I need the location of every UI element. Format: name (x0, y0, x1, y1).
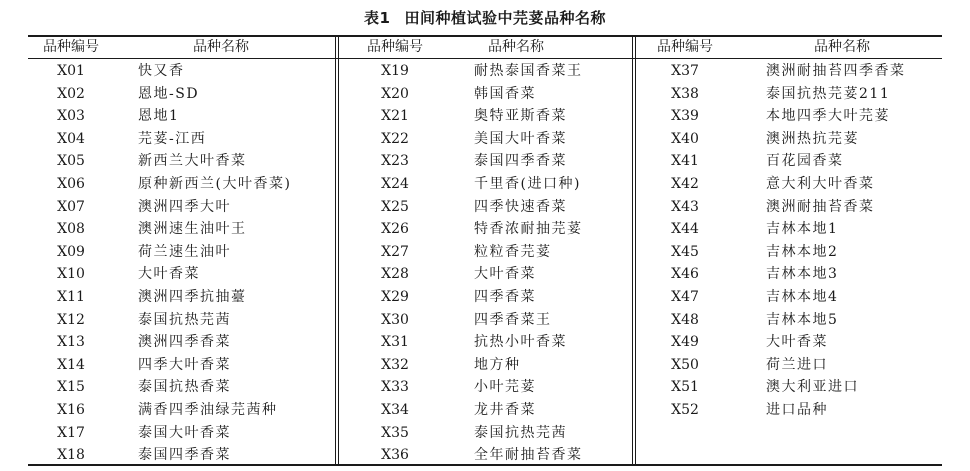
variety-code: X46 (671, 266, 699, 283)
variety-code: X15 (57, 379, 85, 396)
variety-name: 恩地-SD (138, 85, 200, 102)
variety-code: X20 (381, 85, 409, 102)
variety-name: 澳洲四季香菜 (138, 334, 231, 351)
header-code: 品种编号 (43, 39, 99, 55)
header-name: 品种名称 (488, 39, 544, 55)
header-name: 品种名称 (814, 39, 870, 55)
variety-name: 耐热泰国香菜王 (474, 63, 583, 79)
variety-name: 澳洲耐抽苔香菜 (766, 198, 875, 215)
variety-code: X41 (671, 153, 699, 170)
variety-name: 吉林本地4 (766, 288, 839, 305)
variety-code: X07 (57, 198, 85, 215)
variety-name: 韩国香菜 (474, 85, 536, 102)
variety-code: X04 (57, 130, 85, 147)
variety-name: 本地四季大叶芫荽 (766, 108, 890, 125)
variety-name: 美国大叶香菜 (474, 130, 567, 147)
table-row (637, 263, 942, 286)
variety-name: 特香浓耐抽芫荽 (474, 221, 583, 238)
variety-code: X13 (57, 334, 85, 351)
variety-name: 百花园香菜 (766, 153, 844, 170)
variety-code: X05 (57, 153, 85, 170)
table-row (340, 60, 631, 83)
variety-code: X29 (381, 288, 409, 305)
table-row (28, 196, 334, 219)
variety-code: X51 (671, 379, 699, 396)
variety-code: X14 (57, 356, 85, 373)
variety-name: 千里香(进口种) (474, 175, 581, 192)
variety-code: X43 (671, 198, 699, 215)
table-row (340, 376, 631, 399)
table-row (28, 309, 334, 332)
table-row (637, 150, 942, 173)
variety-name: 泰国四季香菜 (474, 153, 567, 170)
variety-code: X23 (381, 153, 409, 170)
table-row (28, 60, 334, 83)
table-row (28, 105, 334, 128)
variety-name: 澳洲速生油叶王 (138, 221, 247, 238)
variety-name: 泰国抗热香菜 (138, 379, 231, 396)
variety-name: 快又香 (138, 63, 185, 79)
variety-code: X02 (57, 85, 85, 102)
variety-name: 澳洲热抗芫荽 (766, 130, 859, 147)
variety-name: 抗热小叶香菜 (474, 334, 567, 351)
variety-name: 吉林本地3 (766, 266, 839, 283)
table-row (637, 60, 942, 83)
table-row (340, 444, 631, 467)
variety-name: 四季香菜 (474, 288, 536, 305)
table-row (28, 173, 334, 196)
table-row (28, 331, 334, 354)
table-row (637, 331, 942, 354)
table-row (340, 331, 631, 354)
variety-code: X30 (381, 311, 409, 328)
variety-name: 吉林本地1 (766, 221, 839, 238)
table-row (637, 83, 942, 106)
variety-name: 荷兰进口 (766, 356, 828, 373)
header-code: 品种编号 (657, 39, 713, 55)
variety-name: 荷兰速生油叶 (138, 243, 231, 260)
table-row (340, 263, 631, 286)
variety-name: 地方种 (474, 356, 521, 373)
variety-code: X24 (381, 175, 409, 192)
variety-name: 全年耐抽苔香菜 (474, 447, 583, 464)
variety-name: 恩地1 (138, 108, 180, 125)
variety-name: 澳洲耐抽苔四季香菜 (766, 63, 906, 79)
table-row (340, 241, 631, 264)
variety-name: 奥特亚斯香菜 (474, 108, 567, 125)
variety-name: 澳洲四季抗抽薹 (138, 288, 247, 305)
variety-name: 大叶香菜 (138, 266, 200, 283)
variety-name: 进口品种 (766, 401, 828, 418)
table-column-group-1 (28, 37, 334, 464)
table-header (637, 37, 942, 58)
variety-name: 芫荽-江西 (138, 130, 207, 147)
variety-code: X40 (671, 130, 699, 147)
variety-code: X08 (57, 221, 85, 238)
variety-name: 大叶香菜 (474, 266, 536, 283)
header-code: 品种编号 (367, 39, 423, 55)
table-row (340, 354, 631, 377)
variety-code: X52 (671, 401, 699, 418)
variety-name: 澳洲四季大叶 (138, 198, 231, 215)
variety-code: X16 (57, 401, 85, 418)
column-divider (632, 36, 636, 465)
variety-code: X38 (671, 85, 699, 102)
variety-name: 吉林本地2 (766, 243, 839, 260)
table-row (340, 196, 631, 219)
table-row (340, 105, 631, 128)
table-row (28, 218, 334, 241)
column-divider (335, 36, 339, 465)
variety-code: X31 (381, 334, 409, 351)
variety-code: X25 (381, 198, 409, 215)
table-row (340, 83, 631, 106)
variety-name: 四季快速香菜 (474, 198, 567, 215)
variety-code: X35 (381, 424, 409, 441)
variety-name: 意大利大叶香菜 (766, 175, 875, 192)
variety-name: 吉林本地5 (766, 311, 839, 328)
variety-code: X22 (381, 130, 409, 147)
variety-code: X19 (381, 63, 409, 79)
table-row (637, 196, 942, 219)
table-row (340, 309, 631, 332)
variety-code: X11 (57, 288, 85, 305)
table-row (340, 128, 631, 151)
variety-name: 原种新西兰(大叶香菜) (138, 175, 292, 192)
table-column-group-3 (637, 37, 942, 418)
variety-code: X42 (671, 175, 699, 192)
variety-code: X09 (57, 243, 85, 260)
table-rows (28, 60, 334, 467)
table-row (28, 376, 334, 399)
variety-name: 泰国抗热芫茜 (138, 311, 231, 328)
table-row (340, 150, 631, 173)
table-row (28, 422, 334, 445)
table-row (340, 422, 631, 445)
variety-name: 泰国抗热芫荽211 (766, 85, 891, 102)
variety-code: X01 (57, 63, 85, 79)
table-row (340, 286, 631, 309)
table-row (637, 218, 942, 241)
table-header (340, 37, 631, 58)
variety-code: X48 (671, 311, 699, 328)
table-row (340, 218, 631, 241)
variety-name: 四季大叶香菜 (138, 356, 231, 373)
table-row (637, 241, 942, 264)
variety-code: X37 (671, 63, 699, 79)
variety-code: X26 (381, 221, 409, 238)
table-row (28, 286, 334, 309)
table-row (637, 399, 942, 422)
table-column-group-2 (340, 37, 631, 464)
variety-code: X18 (57, 447, 85, 464)
variety-name: 龙井香菜 (474, 401, 536, 418)
variety-code: X28 (381, 266, 409, 283)
variety-code: X47 (671, 288, 699, 305)
variety-code: X06 (57, 175, 85, 192)
variety-name: 泰国四季香菜 (138, 447, 231, 464)
variety-code: X03 (57, 108, 85, 125)
variety-code: X32 (381, 356, 409, 373)
header-name: 品种名称 (193, 39, 249, 55)
variety-code: X12 (57, 311, 85, 328)
variety-code: X45 (671, 243, 699, 260)
table-caption (0, 7, 970, 29)
table-row (28, 241, 334, 264)
table-rows (340, 60, 631, 467)
variety-name: 四季香菜王 (474, 311, 552, 328)
table-header-rule (28, 58, 942, 59)
table-row (637, 309, 942, 332)
variety-code: X10 (57, 266, 85, 283)
table-row (28, 399, 334, 422)
variety-name: 满香四季油绿芫茜种 (138, 401, 278, 418)
variety-name: 澳大利亚进口 (766, 379, 859, 396)
table-row (637, 173, 942, 196)
table-row (637, 286, 942, 309)
table-row (28, 83, 334, 106)
table-row (28, 128, 334, 151)
variety-code: X27 (381, 243, 409, 260)
table-row (28, 444, 334, 467)
variety-code: X21 (381, 108, 409, 125)
table-row (637, 128, 942, 151)
variety-code: X44 (671, 221, 699, 238)
table-header (28, 37, 334, 58)
table-row (28, 150, 334, 173)
variety-code: X33 (381, 379, 409, 396)
variety-name: 新西兰大叶香菜 (138, 153, 247, 170)
variety-name: 大叶香菜 (766, 334, 828, 351)
variety-code: X34 (381, 401, 409, 418)
table-row (637, 376, 942, 399)
variety-name: 粒粒香芫荽 (474, 243, 552, 260)
variety-code: X50 (671, 356, 699, 373)
variety-code: X17 (57, 424, 85, 441)
variety-code: X49 (671, 334, 699, 351)
variety-name: 泰国抗热芫茜 (474, 424, 567, 441)
table-row (637, 354, 942, 377)
table-row (28, 354, 334, 377)
table-row (637, 105, 942, 128)
table-caption-number: 表1 (364, 9, 391, 27)
variety-code: X39 (671, 108, 699, 125)
variety-code: X36 (381, 447, 409, 464)
variety-name: 泰国大叶香菜 (138, 424, 231, 441)
table-row (340, 399, 631, 422)
table-caption-title: 田间种植试验中芫荽品种名称 (404, 9, 606, 27)
variety-name: 小叶芫荽 (474, 379, 536, 396)
table-row (28, 263, 334, 286)
table-rows (637, 60, 942, 422)
table-row (340, 173, 631, 196)
